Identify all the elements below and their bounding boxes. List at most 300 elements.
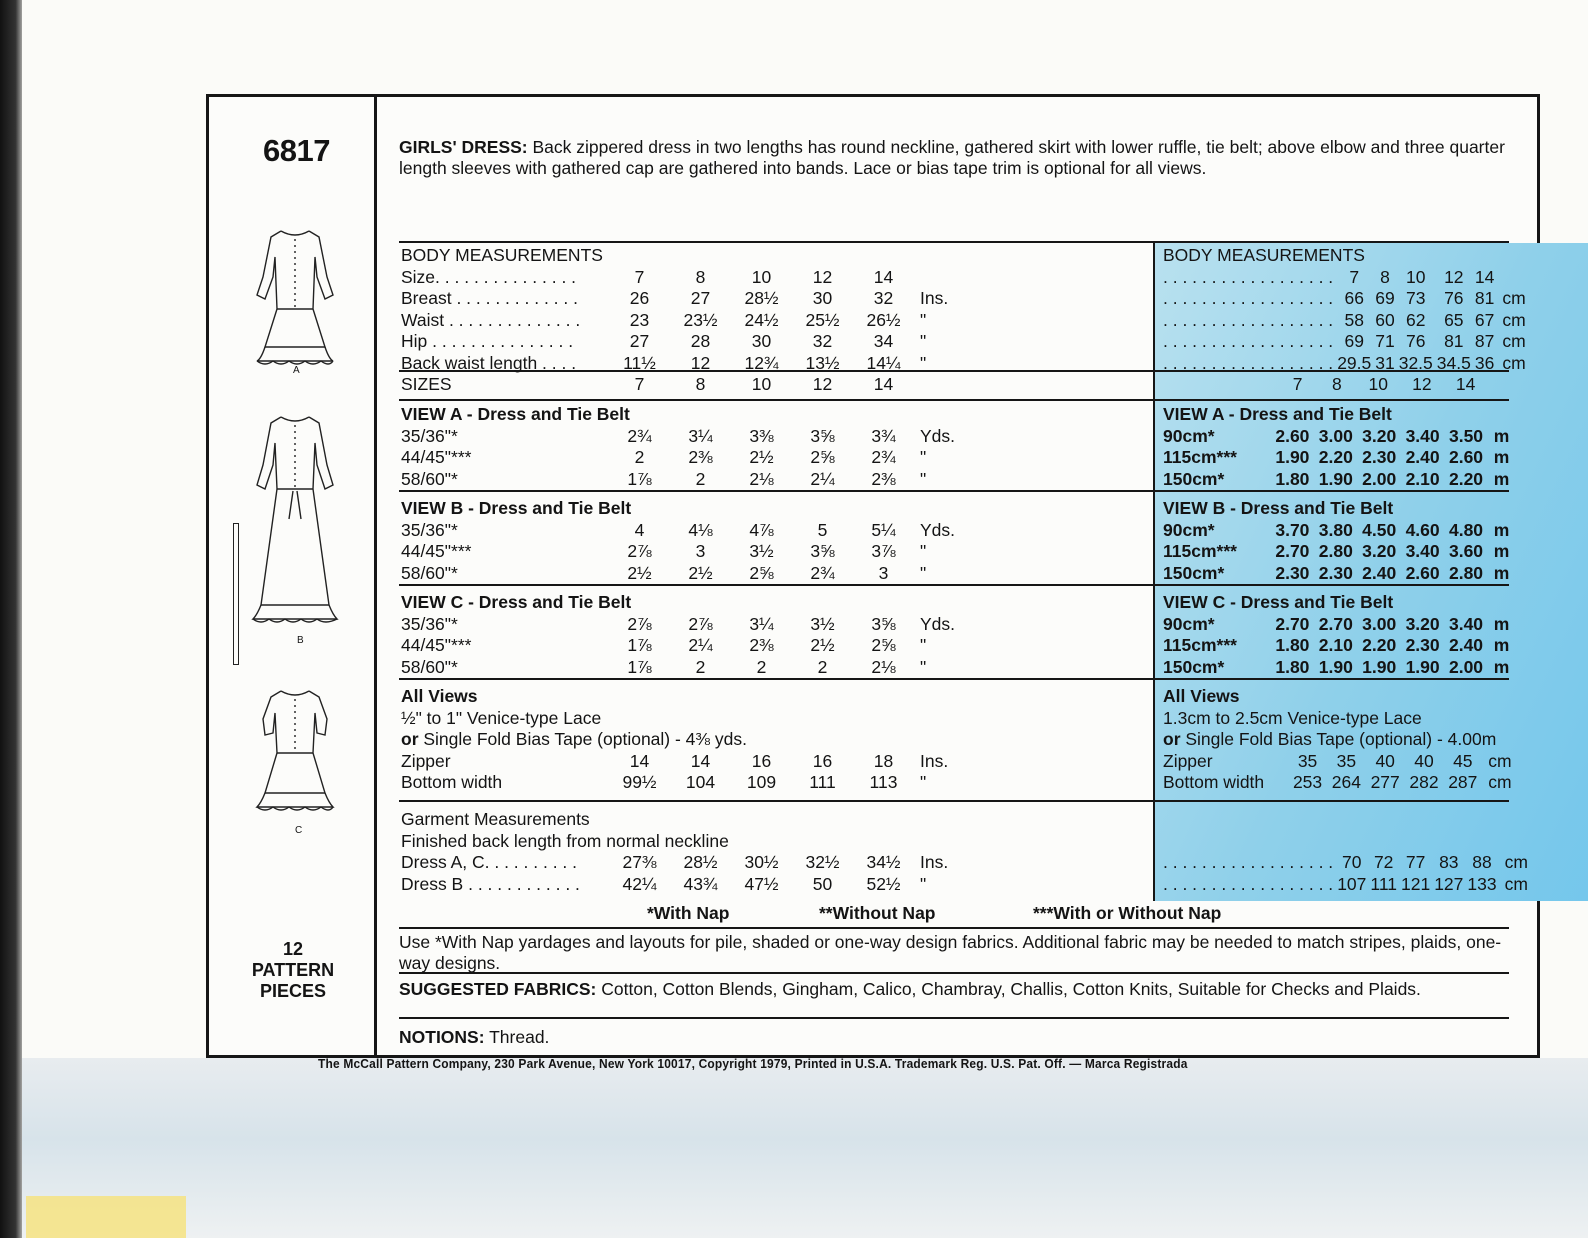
table-cell: 2⅞ xyxy=(627,613,652,634)
table-cell: 1.90 xyxy=(1362,656,1397,677)
table-cell: 35/36"* xyxy=(401,519,458,540)
table-cell: 2.60 xyxy=(1405,562,1440,583)
table-cell xyxy=(1161,374,1278,396)
table-row xyxy=(1161,541,1517,563)
table-cell: 3⅜ xyxy=(749,425,774,446)
table-cell: 7 xyxy=(1292,374,1303,395)
table-cell: . . . . . . . . . . . . . . . . . . xyxy=(1163,352,1334,373)
imperial-garment-table xyxy=(399,809,958,895)
table-cell: 2¾ xyxy=(871,447,896,468)
table-cell: 3.40 xyxy=(1448,613,1484,634)
table-cell: 3.40 xyxy=(1405,425,1440,446)
table-row xyxy=(399,498,958,520)
table-cell: " xyxy=(920,562,927,583)
table-cell: 3.40 xyxy=(1405,541,1440,562)
table-cell: Dress A, C. . . . . . . . . . xyxy=(401,852,578,873)
table-cell: 1.80 xyxy=(1275,468,1310,489)
table-row xyxy=(1161,852,1530,874)
table-cell: 3.60 xyxy=(1448,541,1484,562)
table-cell: Zipper xyxy=(401,750,451,771)
table-row xyxy=(399,614,958,636)
suggested-fabrics: SUGGESTED FABRICS: Cotton, Cotton Blends, Gingham, Calico, Chambray, Challis, Cotton Knits, Suitable for Checks and Plaids. xyxy=(399,979,1421,999)
table-cell: 16 xyxy=(812,750,833,771)
nap-without: **Without Nap xyxy=(819,903,936,923)
table-cell: 2½ xyxy=(627,562,652,583)
table-cell: 44/45"*** xyxy=(401,541,472,562)
publisher-footer: The McCall Pattern Company, 230 Park Avenue, New York 10017, Copyright 1979, Printed in U.S.A. Trademark Reg. U.S. Pat. Off. — Marca Registrada xyxy=(318,1056,1188,1071)
table-cell: " xyxy=(920,309,927,330)
nap-either: ***With or Without Nap xyxy=(1033,903,1222,923)
table-cell: m xyxy=(1493,468,1510,489)
table-cell: cm xyxy=(1502,309,1526,330)
table-cell: 28½ xyxy=(744,288,779,309)
table-cell: 36 xyxy=(1474,352,1495,373)
table-cell: 3.70 xyxy=(1275,519,1310,540)
table-cell: 44/45"*** xyxy=(401,635,472,656)
table-cell: 12¾ xyxy=(744,352,779,373)
table-cell: 2½ xyxy=(749,447,774,468)
table-cell: 7 xyxy=(634,374,645,395)
table-cell: 32 xyxy=(873,288,894,309)
table-cell: 27 xyxy=(629,331,650,352)
table-cell: 3.20 xyxy=(1362,425,1397,446)
table-cell: m xyxy=(1493,613,1510,634)
table-cell: 35/36"* xyxy=(401,613,458,634)
table-cell: 14 xyxy=(629,750,650,771)
table-row xyxy=(1161,520,1517,542)
table-cell: 2 xyxy=(756,656,767,677)
table-cell: 12 xyxy=(812,266,833,287)
table-cell: 35 xyxy=(1297,750,1318,771)
table-row xyxy=(399,520,958,542)
table-cell: 2.40 xyxy=(1362,562,1397,583)
rule-view-b xyxy=(399,584,1509,586)
table-row xyxy=(399,374,958,396)
table-cell: 2.20 xyxy=(1448,468,1484,489)
pattern-pieces-count: 12 PATTERN PIECES xyxy=(251,939,335,1001)
table-cell: 133 xyxy=(1467,873,1497,894)
table-cell: " xyxy=(920,352,927,373)
metric-view-c-table xyxy=(1161,592,1517,678)
table-cell: 1.80 xyxy=(1275,656,1310,677)
table-cell: 40 xyxy=(1414,750,1434,771)
table-cell: 115cm*** xyxy=(1163,447,1237,468)
table-cell: Bottom width xyxy=(401,772,503,793)
table-cell: 2⅝ xyxy=(871,635,896,656)
table-cell: m xyxy=(1493,519,1510,540)
table-cell: 150cm* xyxy=(1163,468,1225,489)
table-cell: 121 xyxy=(1401,873,1431,894)
table-cell: 10 xyxy=(1406,266,1426,287)
table-cell: 58/60"* xyxy=(401,656,458,677)
view-c-sketch xyxy=(225,683,365,823)
dress-description: GIRLS' DRESS: Back zippered dress in two lengths has round neckline, gathered skirt with lower ruffle, tie belt; above elbow and three quarter length sleeves with gathered cap are gathered into bands. Lace or bias tape trim is optional for all views. xyxy=(399,137,1505,178)
table-cell: 3¼ xyxy=(688,425,713,446)
table-cell: 35/36"* xyxy=(401,425,458,446)
table-row: Finished back length from normal neckline xyxy=(401,830,729,851)
table-cell: 71 xyxy=(1375,331,1395,352)
table-cell: 2.30 xyxy=(1275,562,1310,583)
dress-c-icon xyxy=(225,683,365,823)
table-cell: cm xyxy=(1502,352,1526,373)
table-cell: 3¼ xyxy=(749,613,774,634)
table-cell: 2¾ xyxy=(810,562,835,583)
table-cell: 2 xyxy=(817,656,828,677)
table-cell: 28 xyxy=(690,331,711,352)
table-cell xyxy=(1496,267,1527,289)
table-cell: 4⅞ xyxy=(749,519,774,540)
table-cell: . . . . . . . . . . . . . . . . . . xyxy=(1163,266,1334,287)
table-cell: 104 xyxy=(685,772,716,793)
table-cell: 27 xyxy=(690,288,711,309)
section-title: VIEW B - Dress and Tie Belt xyxy=(401,498,632,519)
table-cell: 3 xyxy=(695,541,706,562)
table-cell: m xyxy=(1493,447,1510,468)
table-cell: 47½ xyxy=(744,873,779,894)
table-cell: 2⅝ xyxy=(749,562,774,583)
table-cell: Dress B . . . . . . . . . . . . xyxy=(401,873,580,894)
table-cell: 2.70 xyxy=(1275,613,1310,634)
table-row xyxy=(1161,635,1517,657)
table-cell: 3¾ xyxy=(871,425,896,446)
table-row xyxy=(1161,772,1517,794)
table-row: 1.3cm to 2.5cm Venice-type Lace xyxy=(1163,707,1422,728)
table-cell: 150cm* xyxy=(1163,562,1225,583)
pattern-number: 6817 xyxy=(263,133,330,168)
nap-with: *With Nap xyxy=(647,903,730,923)
table-cell: . . . . . . . . . . . . . . . . . . xyxy=(1163,852,1334,873)
table-cell: cm xyxy=(1488,772,1512,793)
rule-sizes xyxy=(399,399,1509,401)
metric-all-views-table xyxy=(1161,686,1517,794)
table-cell: 12 xyxy=(1412,374,1432,395)
table-cell: 4.50 xyxy=(1362,519,1397,540)
table-cell: 2.40 xyxy=(1448,635,1484,656)
table-cell: 72 xyxy=(1373,852,1394,873)
table-cell: m xyxy=(1493,656,1510,677)
table-cell: 111 xyxy=(809,772,836,793)
table-cell: 253 xyxy=(1292,772,1323,793)
table-cell: 282 xyxy=(1409,772,1439,793)
table-cell: m xyxy=(1493,562,1510,583)
table-cell xyxy=(914,267,958,289)
table-cell: 3½ xyxy=(810,613,835,634)
table-cell: 277 xyxy=(1370,772,1400,793)
table-cell: 14¼ xyxy=(866,352,901,373)
table-cell: 8 xyxy=(695,374,706,395)
table-cell: 90cm* xyxy=(1163,425,1215,446)
table-cell: 2½ xyxy=(688,562,713,583)
metric-body-table xyxy=(1161,245,1528,374)
table-cell: 23½ xyxy=(683,309,718,330)
table-cell: " xyxy=(920,656,927,677)
table-cell: 2⅞ xyxy=(688,613,713,634)
table-cell: 30½ xyxy=(744,852,779,873)
yellow-tape xyxy=(26,1196,186,1238)
table-cell: 2.60 xyxy=(1448,447,1484,468)
rule-notions-top xyxy=(399,1017,1509,1019)
table-cell: . . . . . . . . . . . . . . . . . . xyxy=(1163,309,1334,330)
table-cell: 99½ xyxy=(622,772,657,793)
table-cell: 3.00 xyxy=(1318,425,1353,446)
table-cell: 34½ xyxy=(866,852,901,873)
table-cell: Yds. xyxy=(920,519,956,540)
table-cell: 7 xyxy=(1349,266,1360,287)
table-cell: 2.60 xyxy=(1275,425,1310,446)
table-cell: 90cm* xyxy=(1163,519,1215,540)
table-cell: 30 xyxy=(812,288,833,309)
table-cell: 1.90 xyxy=(1318,656,1353,677)
table-cell: 2.70 xyxy=(1275,541,1310,562)
table-cell: 1.90 xyxy=(1405,656,1440,677)
nap-note: Use *With Nap yardages and layouts for pile, shaded or one-way design fabrics. Additional fabric may be needed to match stripes, plaids, one-way designs. xyxy=(399,932,1502,973)
table-row xyxy=(399,563,958,585)
table-cell: Yds. xyxy=(920,425,956,446)
dress-b-icon xyxy=(225,409,365,639)
table-cell: 8 xyxy=(1380,266,1390,287)
table-cell: 109 xyxy=(746,772,777,793)
table-row: BODY MEASUREMENTS xyxy=(1163,245,1365,266)
table-cell: 3⅝ xyxy=(810,541,835,562)
table-row xyxy=(399,353,958,375)
table-row: Garment Measurements xyxy=(401,809,590,830)
imperial-view-b-table xyxy=(399,498,958,584)
table-row xyxy=(1161,874,1530,896)
table-cell: " xyxy=(920,468,927,489)
table-cell: " xyxy=(920,331,927,352)
table-cell: 2.80 xyxy=(1448,562,1484,583)
table-row xyxy=(399,635,958,657)
table-row xyxy=(399,267,958,289)
table-row xyxy=(399,404,958,426)
table-cell: 76 xyxy=(1406,331,1426,352)
table-cell: 5 xyxy=(817,519,828,540)
table-cell: 81 xyxy=(1474,288,1495,309)
table-cell: 2.70 xyxy=(1318,613,1353,634)
table-cell: " xyxy=(920,447,927,468)
table-cell: " xyxy=(920,772,927,793)
table-cell: 4.80 xyxy=(1448,519,1484,540)
table-cell: 14 xyxy=(1455,374,1476,395)
table-cell: 35 xyxy=(1336,750,1357,771)
table-cell xyxy=(914,374,958,396)
table-cell: Zipper xyxy=(1163,750,1213,771)
table-cell: " xyxy=(920,541,927,562)
imperial-view-c-table xyxy=(399,592,958,678)
table-row xyxy=(399,657,958,679)
table-cell: 34.5 xyxy=(1436,352,1471,373)
section-title: VIEW C - Dress and Tie Belt xyxy=(401,592,632,613)
table-cell: 70 xyxy=(1342,852,1362,873)
table-cell: 29.5 xyxy=(1337,352,1372,373)
table-cell: 3⅝ xyxy=(810,425,835,446)
table-row: All Views xyxy=(401,686,478,707)
tie-belt-sketch xyxy=(233,523,239,665)
table-cell: 2.00 xyxy=(1448,656,1484,677)
table-cell: 16 xyxy=(751,750,772,771)
table-cell: 10 xyxy=(1368,374,1388,395)
table-row xyxy=(1161,592,1517,614)
table-cell: 50 xyxy=(812,873,833,894)
table-row xyxy=(1161,267,1528,289)
table-row: ½" to 1" Venice-type Lace xyxy=(401,707,602,728)
table-row xyxy=(399,447,958,469)
table-cell: 115cm*** xyxy=(1163,635,1237,656)
table-cell: 113 xyxy=(869,772,898,793)
table-cell: Hip . . . . . . . . . . . . . . . xyxy=(401,331,574,352)
table-cell: 264 xyxy=(1331,772,1361,793)
table-cell: 3.50 xyxy=(1448,425,1484,446)
rule-top xyxy=(399,241,1509,243)
table-cell: 2.40 xyxy=(1405,447,1440,468)
table-row xyxy=(1161,657,1517,679)
table-cell: 12 xyxy=(1444,266,1464,287)
table-row xyxy=(399,874,958,896)
table-cell: 3.00 xyxy=(1362,613,1397,634)
table-cell: 27⅜ xyxy=(622,852,657,873)
table-cell: Waist . . . . . . . . . . . . . . xyxy=(401,309,581,330)
table-cell: Ins. xyxy=(920,750,949,771)
metric-view-b-table xyxy=(1161,498,1517,584)
table-cell: 111 xyxy=(1370,873,1397,894)
table-cell: 81 xyxy=(1444,331,1464,352)
table-row xyxy=(1161,614,1517,636)
table-cell: 45 xyxy=(1453,750,1473,771)
table-row xyxy=(399,541,958,563)
table-cell: 2⅛ xyxy=(749,468,774,489)
table-cell: Size. . . . . . . . . . . . . . . xyxy=(401,266,577,287)
table-cell: 2¼ xyxy=(688,635,713,656)
table-cell: . . . . . . . . . . . . . . . . . . xyxy=(1163,873,1334,894)
table-cell: 44/45"*** xyxy=(401,447,472,468)
table-row xyxy=(1161,426,1517,448)
table-cell: 30 xyxy=(751,331,772,352)
table-cell: 13½ xyxy=(805,352,840,373)
table-cell: m xyxy=(1493,541,1510,562)
table-cell: 2.00 xyxy=(1362,468,1397,489)
table-cell: 83 xyxy=(1439,852,1459,873)
content-area xyxy=(399,137,1528,1047)
table-cell: 66 xyxy=(1344,288,1364,309)
table-cell: Breast . . . . . . . . . . . . . xyxy=(401,288,578,309)
table-cell: 2¼ xyxy=(810,468,835,489)
section-title: VIEW B - Dress and Tie Belt xyxy=(1163,498,1394,519)
table-cell: 32½ xyxy=(805,852,840,873)
table-row xyxy=(1161,331,1528,353)
table-row xyxy=(1161,469,1517,491)
table-cell: 14 xyxy=(690,750,711,771)
table-cell: 24½ xyxy=(744,309,779,330)
table-cell: 34 xyxy=(873,331,894,352)
table-row xyxy=(399,592,958,614)
table-cell: 32 xyxy=(812,331,833,352)
envelope-fold-shadow xyxy=(22,1058,1588,1238)
table-cell: 11½ xyxy=(623,352,656,373)
table-row: or Single Fold Bias Tape (optional) - 4⅜ yds. xyxy=(401,729,747,750)
table-row xyxy=(399,426,958,448)
table-row: or Single Fold Bias Tape (optional) - 4.00m xyxy=(1163,729,1497,750)
metric-view-a-table xyxy=(1161,404,1517,490)
imperial-view-a-table xyxy=(399,404,958,490)
view-b-letter: B xyxy=(297,635,304,646)
table-cell: 1⅞ xyxy=(627,468,652,489)
table-cell: 3.20 xyxy=(1405,613,1440,634)
table-cell: 58/60"* xyxy=(401,468,458,489)
table-row xyxy=(399,310,958,332)
table-cell: 107 xyxy=(1337,873,1367,894)
table-cell: 77 xyxy=(1405,852,1426,873)
table-cell: Ins. xyxy=(920,288,949,309)
table-cell: . . . . . . . . . . . . . . . . . . xyxy=(1163,288,1334,309)
table-cell: 25½ xyxy=(805,309,840,330)
table-cell: 4 xyxy=(634,519,645,540)
table-cell: 90cm* xyxy=(1163,613,1215,634)
view-a-sketch xyxy=(225,217,365,377)
rule-view-c xyxy=(399,678,1509,680)
table-cell: 287 xyxy=(1448,772,1478,793)
table-cell: 14 xyxy=(873,374,894,395)
table-cell: 3 xyxy=(878,562,889,583)
table-row xyxy=(1161,310,1528,332)
table-cell: 62 xyxy=(1406,309,1426,330)
table-cell: " xyxy=(920,873,927,894)
table-cell: 12 xyxy=(812,374,833,395)
table-cell: cm xyxy=(1502,331,1526,352)
table-cell: 26½ xyxy=(866,309,901,330)
table-cell: " xyxy=(920,635,927,656)
table-cell: 87 xyxy=(1474,331,1495,352)
table-row xyxy=(399,331,958,353)
table-cell: 2.80 xyxy=(1318,541,1353,562)
table-cell: 18 xyxy=(873,750,894,771)
table-cell: 8 xyxy=(695,266,706,287)
table-cell: 60 xyxy=(1375,309,1395,330)
table-cell: 2.30 xyxy=(1362,447,1397,468)
table-cell: 43¾ xyxy=(683,873,718,894)
table-cell: 73 xyxy=(1406,288,1426,309)
table-cell: 2.30 xyxy=(1405,635,1440,656)
table-cell: 67 xyxy=(1474,309,1495,330)
table-cell: Bottom width xyxy=(1163,772,1265,793)
table-cell: 2 xyxy=(634,447,645,468)
table-row xyxy=(1161,374,1517,396)
table-cell: 3.80 xyxy=(1318,519,1353,540)
table-cell: 28½ xyxy=(683,852,718,873)
table-cell: 2 xyxy=(695,468,706,489)
table-cell: 1⅞ xyxy=(627,656,652,677)
table-cell: 31 xyxy=(1375,352,1395,373)
view-a-letter: A xyxy=(293,365,300,376)
table-cell: 10 xyxy=(751,266,772,287)
table-row xyxy=(399,751,958,773)
section-title: VIEW A - Dress and Tie Belt xyxy=(401,404,630,425)
table-cell: Back waist length . . . . xyxy=(401,352,577,373)
table-row xyxy=(1161,353,1528,375)
table-row: All Views xyxy=(1163,686,1240,707)
table-cell: cm xyxy=(1488,750,1512,771)
divider-vertical xyxy=(1153,241,1155,901)
table-cell: 76 xyxy=(1444,288,1464,309)
table-row xyxy=(1161,498,1517,520)
table-row xyxy=(399,469,958,491)
left-column xyxy=(209,97,377,1055)
table-cell: 150cm* xyxy=(1163,656,1225,677)
table-cell: 65 xyxy=(1444,309,1464,330)
table-row xyxy=(1161,404,1517,426)
table-cell: cm xyxy=(1502,288,1526,309)
view-b-sketch xyxy=(225,409,365,639)
imperial-sizes-table xyxy=(399,374,958,396)
